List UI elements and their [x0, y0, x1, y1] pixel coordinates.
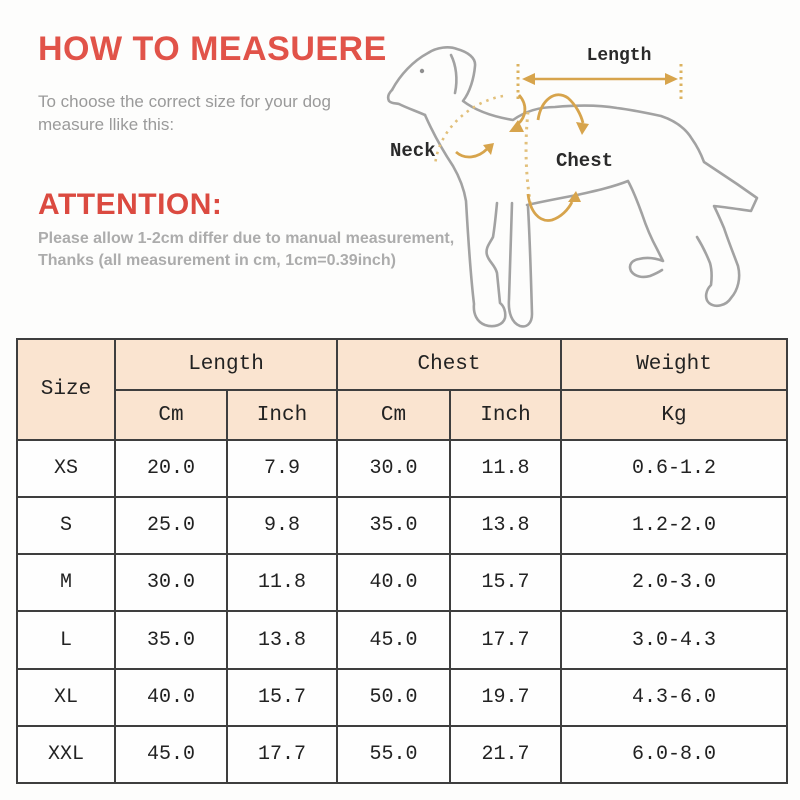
table-row-xxl — [17, 726, 787, 783]
cell-length-inch: 15.7 — [227, 669, 337, 726]
cell-weight-kg: 6.0-8.0 — [561, 726, 787, 783]
subtitle-line-1: To choose the correct size for your dog — [38, 92, 331, 111]
header-length-group: Length — [115, 339, 337, 390]
neck-hook-arrow — [518, 95, 525, 124]
header-weight-group: Weight — [561, 339, 787, 390]
dog-chest-frontleg — [425, 115, 505, 326]
cell-length-inch: 11.8 — [227, 554, 337, 611]
cell-chest-cm: 55.0 — [337, 726, 450, 783]
chest-label: Chest — [556, 150, 614, 172]
dog-second-frontleg — [509, 203, 532, 326]
header-size: Size — [17, 339, 115, 440]
cell-size: XS — [17, 440, 115, 497]
chest-dotted-line — [526, 112, 531, 207]
table-row-xs — [17, 440, 787, 497]
cell-length-inch: 9.8 — [227, 497, 337, 554]
subtitle-line-2: measure llike this: — [38, 115, 175, 134]
dog-measurement-diagram — [385, 15, 795, 337]
cell-length-inch: 17.7 — [227, 726, 337, 783]
subtitle — [38, 90, 331, 136]
header-chest-group: Chest — [337, 339, 561, 390]
cell-size: XXL — [17, 726, 115, 783]
neck-swoosh-arrow — [456, 149, 487, 157]
dog-eye — [420, 69, 424, 73]
header-weight-kg: Kg — [561, 390, 787, 440]
neck-label: Neck — [390, 140, 436, 162]
attention-title: ATTENTION: — [38, 188, 223, 221]
cell-chest-inch: 17.7 — [450, 611, 561, 668]
dog-body-outline — [392, 47, 757, 305]
measurement-annotations — [435, 64, 681, 220]
cell-weight-kg: 4.3-6.0 — [561, 669, 787, 726]
cell-size: XL — [17, 669, 115, 726]
cell-length-inch: 7.9 — [227, 440, 337, 497]
cell-chest-cm: 30.0 — [337, 440, 450, 497]
cell-length-cm: 25.0 — [115, 497, 227, 554]
chest-arrowhead-down — [576, 122, 589, 135]
size-chart-table — [16, 338, 788, 784]
cell-chest-cm: 35.0 — [337, 497, 450, 554]
cell-chest-inch: 13.8 — [450, 497, 561, 554]
table-row-m — [17, 554, 787, 611]
attention-line-2: Thanks (all measurement in cm, 1cm=0.39inch) — [38, 252, 396, 269]
dog-inner-ear-line — [451, 55, 456, 93]
table-row-xl — [17, 669, 787, 726]
cell-size: M — [17, 554, 115, 611]
cell-chest-inch: 11.8 — [450, 440, 561, 497]
cell-length-cm: 40.0 — [115, 669, 227, 726]
dog-belly-hindleg — [527, 181, 663, 277]
cell-size: L — [17, 611, 115, 668]
header-length-inch: Inch — [227, 390, 337, 440]
header-chest-inch: Inch — [450, 390, 561, 440]
cell-chest-cm: 45.0 — [337, 611, 450, 668]
header-chest-cm: Cm — [337, 390, 450, 440]
length-label: Length — [586, 46, 652, 66]
cell-chest-inch: 21.7 — [450, 726, 561, 783]
dog-diagram-svg — [385, 15, 795, 337]
cell-weight-kg: 3.0-4.3 — [561, 611, 787, 668]
neck-arrowhead-up — [483, 143, 494, 155]
length-arrowhead-right — [665, 73, 678, 85]
attention-line-1: Please allow 1-2cm differ due to manual measurement, — [38, 230, 455, 247]
cell-length-inch: 13.8 — [227, 611, 337, 668]
cell-length-cm: 30.0 — [115, 554, 227, 611]
cell-length-cm: 45.0 — [115, 726, 227, 783]
table-row-s — [17, 497, 787, 554]
cell-weight-kg: 1.2-2.0 — [561, 497, 787, 554]
cell-weight-kg: 0.6-1.2 — [561, 440, 787, 497]
cell-weight-kg: 2.0-3.0 — [561, 554, 787, 611]
cell-length-cm: 35.0 — [115, 611, 227, 668]
header-length-cm: Cm — [115, 390, 227, 440]
dog-jaw-line — [388, 90, 425, 115]
cell-chest-cm: 40.0 — [337, 554, 450, 611]
page-title: HOW TO MEASUERE — [38, 30, 387, 68]
dog-outline — [388, 47, 757, 326]
length-arrowhead-left — [522, 73, 535, 85]
table-row-l — [17, 611, 787, 668]
cell-chest-inch: 15.7 — [450, 554, 561, 611]
cell-size: S — [17, 497, 115, 554]
cell-chest-cm: 50.0 — [337, 669, 450, 726]
cell-chest-inch: 19.7 — [450, 669, 561, 726]
cell-length-cm: 20.0 — [115, 440, 227, 497]
